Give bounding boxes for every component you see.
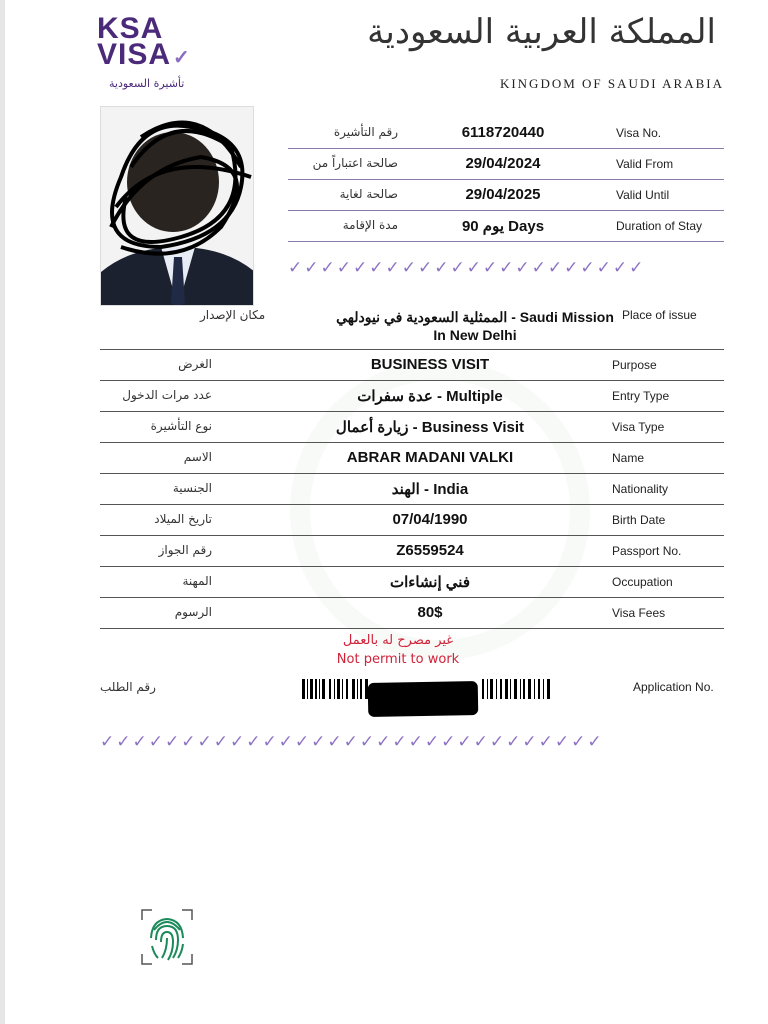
birth-date-label-ar: تاريخ الميلاد — [154, 512, 212, 526]
valid-until-row — [288, 180, 724, 211]
entry-type-row — [100, 381, 724, 412]
passport-value: Z6559524 — [396, 542, 464, 559]
valid-until-label-ar: صالحة لغاية — [339, 187, 398, 201]
nationality-label-en: Nationality — [612, 482, 669, 496]
logo-check-icon: ✓ — [173, 47, 191, 69]
valid-until-value: 29/04/2025 — [465, 186, 541, 203]
visa-number-label-ar: رقم التأشيرة — [333, 125, 398, 139]
place-of-issue-label-ar: مكان الإصدار — [200, 308, 266, 322]
logo-arabic: تأشيرة السعودية — [109, 77, 185, 90]
kingdom-title-english: KINGDOM OF SAUDI ARABIA — [499, 76, 724, 91]
occupation-value: فني إنشاءات — [389, 574, 470, 591]
entry-type-value: عدة سفرات - Multiple — [357, 388, 503, 405]
ksa-visa-logo — [97, 12, 207, 90]
occupation-row — [100, 567, 724, 598]
valid-until-label-en: Valid Until — [616, 188, 670, 202]
name-row — [100, 443, 724, 474]
place-of-issue-row — [100, 306, 724, 350]
passport-row — [100, 536, 724, 567]
redaction-mark — [368, 681, 479, 717]
visa-type-row — [100, 412, 724, 443]
birth-date-value: 07/04/1990 — [392, 511, 468, 528]
visa-number-row — [288, 118, 724, 149]
work-notice-arabic: غير مصرح له بالعمل — [342, 633, 454, 648]
duration-label-ar: مدة الإقامة — [342, 218, 398, 232]
visa-type-value: زيارة أعمال - Business Visit — [335, 419, 525, 436]
visa-fees-value: 80$ — [417, 604, 443, 621]
occupation-label-en: Occupation — [612, 575, 673, 589]
logo-line-2-text: VISA — [97, 38, 172, 71]
application-label-en: Application No. — [633, 680, 714, 694]
visa-summary-table — [288, 118, 724, 242]
passport-label-ar: رقم الجواز — [158, 543, 212, 557]
nationality-row — [100, 474, 724, 505]
purpose-label-en: Purpose — [612, 358, 657, 372]
name-label-ar: الاسم — [183, 450, 212, 464]
entry-type-label-ar: عدد مرات الدخول — [122, 388, 212, 402]
purpose-value: BUSINESS VISIT — [370, 356, 490, 373]
place-of-issue-value: الممثلية السعودية في نيودلهي - Saudi Mission In New Delhi — [336, 309, 614, 343]
redacted-photo-icon — [101, 107, 254, 306]
visa-number-label-en: Visa No. — [616, 126, 662, 140]
name-label-en: Name — [612, 451, 645, 465]
nationality-label-ar: الجنسية — [172, 481, 212, 495]
visa-details-table — [100, 349, 724, 629]
work-notice-english: Not permit to work — [336, 652, 460, 667]
duration-row — [288, 211, 724, 242]
passport-label-en: Passport No. — [612, 544, 682, 558]
kingdom-title-arabic: المملكة العربية السعودية — [367, 12, 716, 52]
purpose-row — [100, 350, 724, 381]
place-of-issue-label-en: Place of issue — [622, 308, 697, 322]
checkmark-divider-bottom: ✓✓✓✓✓✓✓✓✓✓✓✓✓✓✓✓✓✓✓✓✓✓✓✓✓✓✓✓✓✓✓ — [100, 732, 604, 752]
duration-value: 90 يوم Days — [461, 218, 545, 235]
visa-type-label-en: Visa Type — [612, 420, 665, 434]
visa-fees-label-ar: الرسوم — [174, 605, 212, 619]
fingerprint-icon — [140, 908, 194, 966]
occupation-label-ar: المهنة — [182, 574, 212, 588]
visa-fees-label-en: Visa Fees — [612, 606, 666, 620]
valid-from-row — [288, 149, 724, 180]
valid-from-value: 29/04/2024 — [465, 155, 541, 172]
visa-fees-row — [100, 598, 724, 629]
entry-type-label-en: Entry Type — [612, 389, 670, 403]
name-value: ABRAR MADANI VALKI — [346, 449, 514, 466]
application-label-ar: رقم الطلب — [100, 680, 156, 694]
holder-photo — [100, 106, 254, 306]
checkmark-divider-top: ✓✓✓✓✓✓✓✓✓✓✓✓✓✓✓✓✓✓✓✓✓✓ — [288, 258, 646, 278]
purpose-label-ar: الغرض — [178, 357, 212, 371]
visa-type-label-ar: نوع التأشيرة — [150, 419, 212, 433]
birth-date-label-en: Birth Date — [612, 513, 666, 527]
page-edge — [0, 0, 5, 1024]
valid-from-label-en: Valid From — [616, 157, 674, 171]
logo-line-2 — [97, 38, 207, 71]
duration-label-en: Duration of Stay — [616, 219, 703, 233]
valid-from-label-ar: صالحة اعتباراً من — [312, 156, 398, 170]
logo-line-1: KSA — [97, 12, 164, 45]
visa-number-value: 6118720440 — [461, 124, 545, 141]
nationality-value: الهند - India — [391, 481, 469, 498]
birth-date-row — [100, 505, 724, 536]
